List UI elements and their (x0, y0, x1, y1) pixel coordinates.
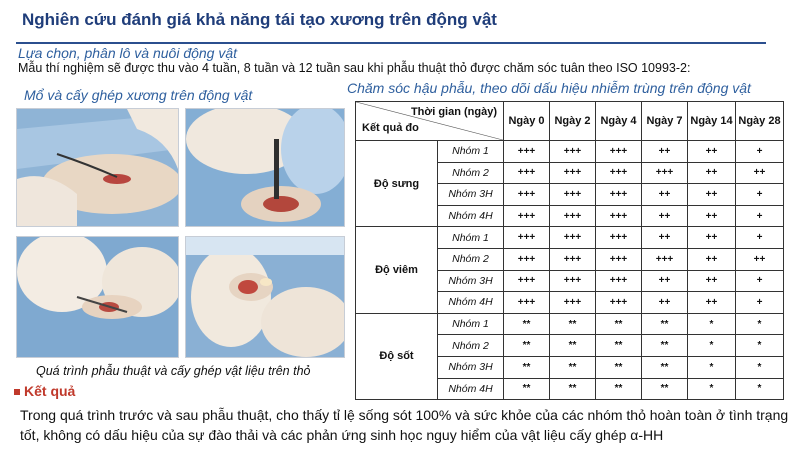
table-cell: +++ (642, 162, 688, 184)
table-row (356, 141, 784, 163)
table-cell: +++ (550, 270, 596, 292)
group-label: Nhóm 2 (438, 248, 504, 270)
table-cell: * (736, 378, 784, 400)
observation-heading: Chăm sóc hậu phẫu, theo dõi dấu hiệu nhiễm trùng trên động vật (347, 80, 751, 96)
table-cell: ** (504, 378, 550, 400)
group-label: Nhóm 2 (438, 335, 504, 357)
table-cell: +++ (504, 270, 550, 292)
table-cell: * (688, 313, 736, 335)
table-cell: ** (550, 335, 596, 357)
group-label: Nhóm 1 (438, 141, 504, 163)
table-cell: +++ (550, 205, 596, 227)
table-cell: +++ (504, 227, 550, 249)
group-label: Nhóm 1 (438, 313, 504, 335)
table-cell: ** (504, 335, 550, 357)
table-cell: +++ (504, 248, 550, 270)
table-cell: +++ (596, 270, 642, 292)
table-cell: +++ (596, 162, 642, 184)
table-cell: ++ (688, 184, 736, 206)
table-cell: ++ (642, 184, 688, 206)
table-cell: ++ (642, 227, 688, 249)
bullet-square-icon (14, 389, 20, 395)
table-cell: +++ (596, 248, 642, 270)
day-header: Ngày 0 (504, 102, 550, 141)
table-corner-header (356, 102, 504, 141)
table-cell: ** (596, 313, 642, 335)
table-cell: +++ (504, 292, 550, 314)
table-cell: ++ (642, 270, 688, 292)
group-label: Nhóm 2 (438, 162, 504, 184)
table-cell: ** (596, 335, 642, 357)
table-cell: ++ (688, 270, 736, 292)
table-row (356, 313, 784, 335)
table-cell: ** (550, 356, 596, 378)
table-cell: + (736, 205, 784, 227)
table-cell: +++ (596, 205, 642, 227)
table-cell: * (736, 356, 784, 378)
day-header: Ngày 7 (642, 102, 688, 141)
table-cell: + (736, 141, 784, 163)
table-cell: ** (550, 378, 596, 400)
table-cell: ++ (642, 141, 688, 163)
table-cell: ** (550, 313, 596, 335)
table-cell: + (736, 270, 784, 292)
measure-group-label: Độ sốt (356, 313, 438, 399)
table-cell: +++ (596, 227, 642, 249)
result-label: Kết quả (14, 383, 75, 399)
table-cell: +++ (550, 292, 596, 314)
group-label: Nhóm 3H (438, 270, 504, 292)
table-cell: * (736, 313, 784, 335)
table-cell: +++ (550, 141, 596, 163)
page-title: Nghiên cứu đánh giá khả năng tái tạo xương trên động vật (22, 10, 497, 29)
table-cell: ++ (688, 248, 736, 270)
table-cell: ** (642, 335, 688, 357)
group-label: Nhóm 4H (438, 292, 504, 314)
table-cell: * (736, 335, 784, 357)
table-cell: + (736, 292, 784, 314)
group-label: Nhóm 3H (438, 184, 504, 206)
title-divider (16, 42, 766, 44)
table-cell: +++ (550, 248, 596, 270)
group-label: Nhóm 3H (438, 356, 504, 378)
table-cell: ++ (642, 292, 688, 314)
surgery-heading: Mổ và cấy ghép xương trên động vật (24, 87, 253, 103)
table-cell: ** (504, 356, 550, 378)
table-cell: ** (596, 378, 642, 400)
surgery-photo-1 (16, 108, 179, 227)
table-cell: ++ (688, 141, 736, 163)
table-cell: * (688, 335, 736, 357)
day-header: Ngày 2 (550, 102, 596, 141)
section1-description: Mẫu thí nghiệm sẽ được thu vào 4 tuần, 8 tuần và 12 tuần sau khi phẫu thuật thỏ được chăm sóc tuân theo ISO 10993-2: (18, 61, 691, 75)
table-cell: + (736, 184, 784, 206)
day-header: Ngày 14 (688, 102, 736, 141)
surgery-caption: Quá trình phẫu thuật và cấy ghép vật liệu trên thỏ (36, 364, 311, 378)
table-cell: ** (642, 378, 688, 400)
table-cell: +++ (550, 227, 596, 249)
day-header: Ngày 4 (596, 102, 642, 141)
table-cell: +++ (596, 141, 642, 163)
table-cell: +++ (504, 141, 550, 163)
measure-group-label: Độ viêm (356, 227, 438, 313)
table-cell: +++ (596, 292, 642, 314)
table-cell: +++ (504, 162, 550, 184)
table-cell: + (736, 227, 784, 249)
measure-group-label: Độ sưng (356, 141, 438, 227)
header-result: Kết quả đo (362, 122, 419, 134)
table-cell: ++ (688, 162, 736, 184)
table-cell: +++ (550, 162, 596, 184)
table-cell: * (688, 356, 736, 378)
table-cell: ** (642, 356, 688, 378)
table-cell: ** (596, 356, 642, 378)
section1-heading: Lựa chọn, phân lô và nuôi động vật (18, 45, 238, 61)
observation-table (355, 101, 784, 400)
table-cell: +++ (550, 184, 596, 206)
table-cell: ** (504, 313, 550, 335)
table-cell: ++ (688, 227, 736, 249)
table-cell: ++ (688, 292, 736, 314)
table-cell: ++ (736, 248, 784, 270)
header-time: Thời gian (ngày) (410, 106, 497, 118)
surgery-photo-4 (185, 236, 345, 358)
table-cell: +++ (596, 184, 642, 206)
group-label: Nhóm 4H (438, 378, 504, 400)
day-header: Ngày 28 (736, 102, 784, 141)
table-cell: +++ (504, 184, 550, 206)
table-cell: * (688, 378, 736, 400)
table-cell: +++ (504, 205, 550, 227)
surgery-photo-2 (185, 108, 345, 227)
group-label: Nhóm 1 (438, 227, 504, 249)
surgery-photo-3 (16, 236, 179, 358)
table-cell: ++ (736, 162, 784, 184)
table-row (356, 227, 784, 249)
group-label: Nhóm 4H (438, 205, 504, 227)
table-cell: ++ (688, 205, 736, 227)
table-cell: ++ (642, 205, 688, 227)
table-cell: ** (642, 313, 688, 335)
result-text: Trong quá trình trước và sau phẫu thuật, cho thấy tỉ lệ sống sót 100% và sức khỏe của các nhóm thỏ hoàn toàn ở tình trạng tốt, không có dấu hiệu của sự đào thải và các phản ứng sinh học nguy hiểm của vật liệu cấy ghép α-HH (20, 407, 789, 443)
table-cell: +++ (642, 248, 688, 270)
